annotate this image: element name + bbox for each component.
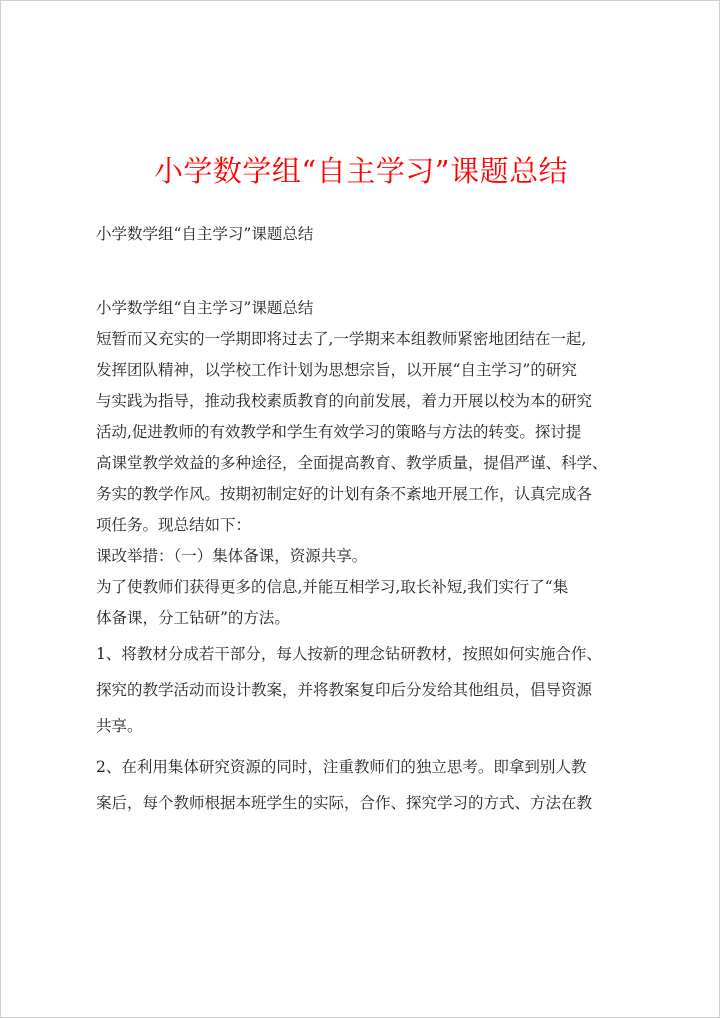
body-line: 小学数学组“自主学习”课题总结 xyxy=(96,299,314,317)
body-line: 共享。 xyxy=(96,717,143,735)
body-line: 发挥团队精神，以学校工作计划为思想宗旨，以开展“自主学习”的研究 xyxy=(96,361,577,379)
body-line: 务实的教学作风。按期初制定好的计划有条不紊地开展工作，认真完成各 xyxy=(96,485,593,503)
document-body xyxy=(96,293,641,819)
body-line: 与实践为指导，推动我校素质教育的向前发展，着力开展以校为本的研究 xyxy=(96,392,593,410)
body-line: 为了使教师们获得更多的信息,并能互相学习,取长补短,我们实行了“集 xyxy=(96,578,569,596)
body-line: 1、将教材分成若干部分，每人按新的理念钻研教材，按照如何实施合作、 xyxy=(96,645,602,663)
body-line: 课改举措：（一）集体备课，资源共享。 xyxy=(96,547,368,565)
body-line: 短暂而又充实的一学期即将过去了,一学期来本组教师紧密地团结在一起, xyxy=(96,330,587,348)
document-title: 小学数学组“自主学习”课题总结 xyxy=(153,154,569,188)
body-line: 活动,促进教师的有效教学和学生有效学习的策略与方法的转变。探讨提 xyxy=(96,423,582,441)
document-subtitle: 小学数学组“自主学习”课题总结 xyxy=(96,225,314,243)
body-line: 案后，每个教师根据本班学生的实际，合作、探究学习的方式、方法在教 xyxy=(96,794,593,812)
body-line: 探究的教学活动而设计教案，并将教案复印后分发给其他组员，倡导资源 xyxy=(96,681,593,699)
body-line: 高课堂教学效益的多种途径，全面提高教育、教学质量，提倡严谨、科学、 xyxy=(96,454,608,472)
body-line: 2、在利用集体研究资源的同时，注重教师们的独立思考。即拿到别人教 xyxy=(96,758,587,776)
body-line: 项任务。现总结如下： xyxy=(96,516,252,534)
body-line: 体备课，分工钻研”的方法。 xyxy=(96,609,290,627)
